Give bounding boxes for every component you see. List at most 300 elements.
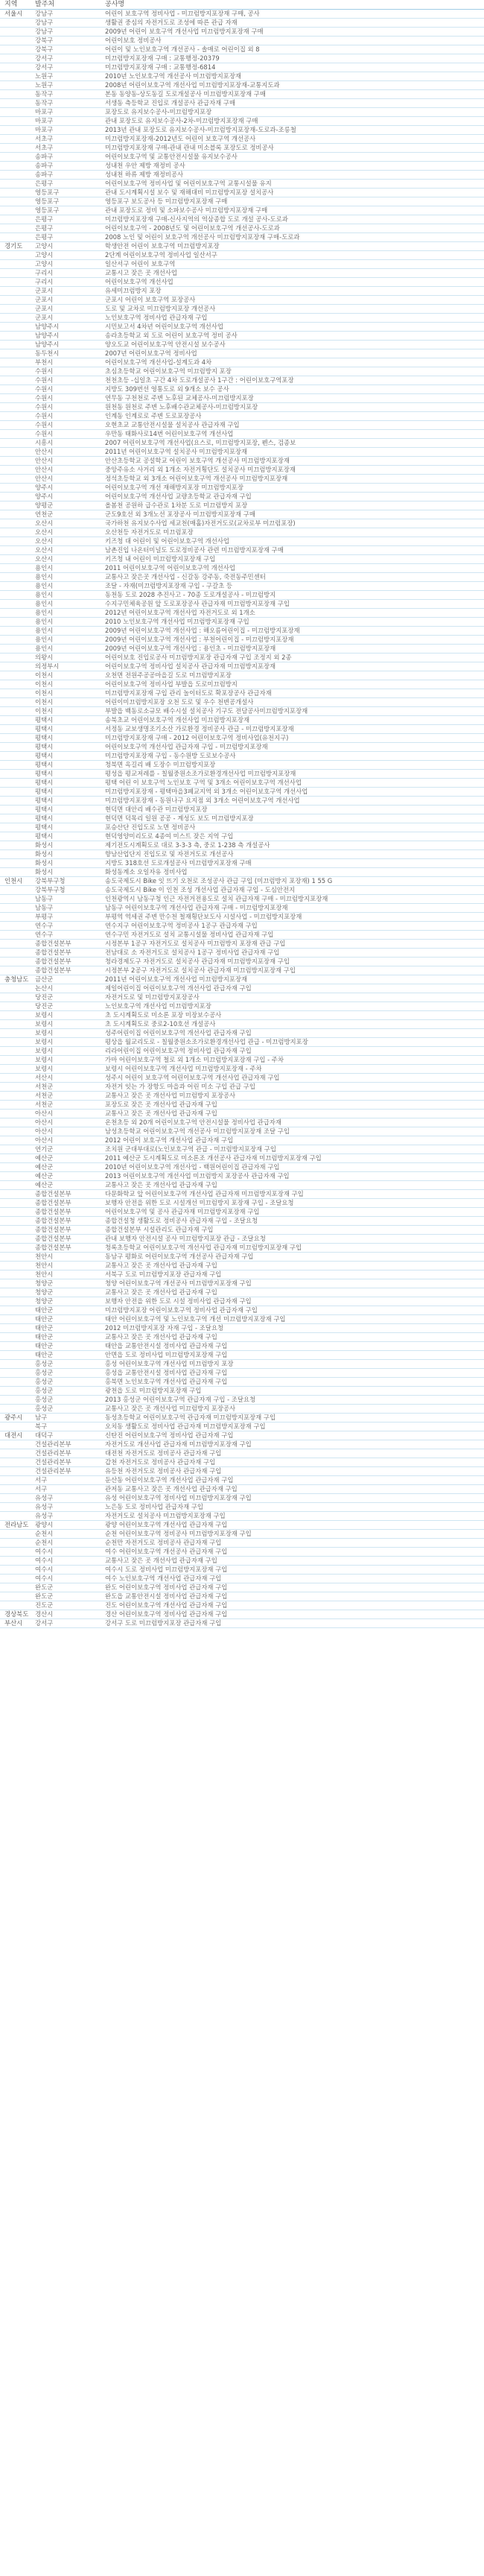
orderer-cell: 순천시 (34, 1539, 102, 1548)
table-row (0, 1020, 484, 1029)
region-cell (0, 966, 34, 975)
orderer-cell: 오산시 (34, 519, 102, 528)
orderer-cell: 태안군 (34, 1315, 102, 1324)
orderer-cell: 강북부구청 (34, 877, 102, 886)
project-name-cell: 어린이보호구역 및 공사 관급자재 미끄럼방지포장재 구입 (102, 1208, 484, 1217)
project-name-cell: 어린이보호구역 및 교통안전시설물 유지보수공사 (102, 153, 484, 162)
project-name-cell: 어린이보호구역 개선사업 (102, 278, 484, 287)
region-cell (0, 1145, 34, 1154)
project-name-cell: 평성읍 평교저레를 - 칠월중원소조가로환경개선사업 미끄럼방지포장재 (102, 770, 484, 779)
region-cell (0, 1011, 34, 1020)
project-name-cell: 생활권 중심의 자전거도로 조성에 따른 관급 자재 (102, 19, 484, 28)
table-row (0, 1226, 484, 1235)
region-cell (0, 108, 34, 117)
table-row (0, 367, 484, 376)
region-cell (0, 993, 34, 1002)
project-name-cell: 어린이 및 노인보호구역 개선공사 - 솔매로 어린이집 외 8 (102, 45, 484, 54)
orderer-cell: 광양시 (34, 1521, 102, 1530)
project-name-cell: 보령시 어린이보호구역 개선사업 미끄럼방지포장재 - 주차 (102, 1065, 484, 1074)
project-name-cell: 연수지구 어린이보호구역 정비공사 1공구 관급자재 구입 (102, 922, 484, 931)
region-cell (0, 126, 34, 135)
orderer-cell: 이천시 (34, 680, 102, 689)
region-cell (0, 868, 34, 877)
orderer-cell: 남양주시 (34, 332, 102, 341)
orderer-cell: 평택시 (34, 761, 102, 770)
table-row (0, 1351, 484, 1360)
orderer-cell: 평택시 (34, 832, 102, 841)
project-name-cell: 진도 어린이보호구역 개선사업 관급자재 구입 (102, 1601, 484, 1610)
project-name-cell: 인천광역시 남동구청 인근 자전거전용도로 설치 관급자재 구매 - 미끄럼방지포장재 (102, 895, 484, 904)
table-row (0, 761, 484, 770)
table-row (0, 72, 484, 81)
table-row (0, 1414, 484, 1423)
region-cell (0, 1190, 34, 1199)
region-cell (0, 349, 34, 358)
orderer-cell: 서천군 (34, 1083, 102, 1092)
region-cell (0, 1226, 34, 1235)
project-name-cell: 미끄럼방지포장재 구매 : 교통행정-6814 (102, 63, 484, 72)
orderer-cell: 군포시 (34, 287, 102, 296)
project-name-cell: 수지구민체육공원 앞 도로포장공사 관급자재 미끄럼방지포장재 구입 (102, 600, 484, 609)
region-cell (0, 823, 34, 832)
table-row (0, 171, 484, 180)
region-cell (0, 501, 34, 510)
region-cell: 충청남도 (0, 975, 34, 984)
region-cell (0, 296, 34, 305)
orderer-cell: 수원시 (34, 385, 102, 394)
region-cell (0, 189, 34, 197)
region-cell (0, 162, 34, 171)
orderer-cell: 오산시 (34, 555, 102, 564)
project-name-cell: 관내 포장도로 정비 및 소파보수공사 미끄럼방지포장재 구매 (102, 206, 484, 215)
orderer-cell: 연수구 (34, 922, 102, 931)
region-cell (0, 1592, 34, 1601)
table-row (0, 1029, 484, 1038)
project-name-cell: 오산천등 자전거도로 미끄럼포장 (102, 528, 484, 537)
orderer-cell: 구리시 (34, 269, 102, 278)
orderer-cell: 평택시 (34, 725, 102, 734)
region-cell (0, 1494, 34, 1503)
orderer-cell: 영등포구 (34, 206, 102, 215)
region-cell (0, 153, 34, 162)
region-cell (0, 1458, 34, 1467)
region-cell (0, 1029, 34, 1038)
table-row (0, 1181, 484, 1190)
table-row (0, 1378, 484, 1387)
orderer-cell: 고양시 (34, 251, 102, 260)
region-cell (0, 1566, 34, 1575)
table-row (0, 600, 484, 609)
project-name-cell: 어린이 보호구역 정비사업 - 미끄럼방지포장재 구매, 공사 (102, 10, 484, 19)
orderer-cell: 동작구 (34, 99, 102, 108)
orderer-cell: 강북구 (34, 45, 102, 54)
orderer-cell: 송파구 (34, 162, 102, 171)
orderer-cell: 연수구 (34, 931, 102, 940)
table-row (0, 1038, 484, 1047)
orderer-cell: 예산군 (34, 1163, 102, 1172)
orderer-cell: 시흥시 (34, 439, 102, 448)
project-name-cell: 대전천 자전거도로 정비공사 관급자재 구입 (102, 1449, 484, 1458)
orderer-cell: 보령시 (34, 1038, 102, 1047)
project-name-cell: 남촌진입 나온터미널도 도로정비공사 관련 미끄럼방지포장재 구매 (102, 546, 484, 555)
region-cell (0, 1172, 34, 1181)
table-row (0, 797, 484, 806)
project-name-cell: 안산초등학교 공설학교 어린이 보호구역 개선공사 미끄럼방지포장재 (102, 457, 484, 466)
orderer-cell: 강남구 (34, 10, 102, 19)
project-name-cell: 키즈청 내 어린이 미끄럼방지포장재 구입 (102, 555, 484, 564)
orderer-cell: 강북부구청 (34, 886, 102, 895)
project-name-cell: 송도국제도시 Bike 잇 뜨기 오천로 조성공사 관급 구입 (미끄럼방지 포장재) 1 55 G (102, 877, 484, 886)
project-name-cell: 청북면 옥길리 배 도장수 미끄럼방지포장 (102, 761, 484, 770)
region-cell (0, 850, 34, 859)
orderer-cell: 송파구 (34, 171, 102, 180)
orderer-cell: 이천시 (34, 707, 102, 716)
orderer-cell: 태안군 (34, 1324, 102, 1333)
table-row (0, 528, 484, 537)
orderer-cell: 연천군 (34, 510, 102, 519)
orderer-cell: 용인시 (34, 627, 102, 636)
project-name-cell: 관내 보행자 안전시설 공사 미끄럼방지포장 관급 - 조달요청 (102, 1235, 484, 1244)
orderer-cell: 수원시 (34, 421, 102, 430)
table-row (0, 984, 484, 993)
project-name-cell: 어린이미끄럼방지포장 오천 도로 및 우수 천변공개설사 (102, 698, 484, 707)
region-cell: 광주시 (0, 1414, 34, 1423)
region-cell: 인천시 (0, 877, 34, 886)
region-cell (0, 1092, 34, 1101)
region-cell (0, 1396, 34, 1405)
table-row (0, 627, 484, 636)
project-name-cell: 강서구 도로 미끄럼방지포장 관급자재 구입 (102, 1619, 484, 1628)
header-region: 지역 (0, 0, 34, 10)
region-cell (0, 1038, 34, 1047)
orderer-cell: 종합건설본부 (34, 1235, 102, 1244)
orderer-cell: 평택시 (34, 779, 102, 788)
project-name-cell: 2012년 어린이보호구역 개선사업 자전거도로 외 1개소 (102, 609, 484, 618)
table-row (0, 1530, 484, 1539)
project-name-cell: 초 도시계획도로 미소론 포장 미장보수공사 (102, 1011, 484, 1020)
region-cell (0, 1583, 34, 1592)
orderer-cell: 진도군 (34, 1601, 102, 1610)
orderer-cell: 서구 (34, 1485, 102, 1494)
region-cell (0, 645, 34, 654)
orderer-cell: 용인시 (34, 609, 102, 618)
region-cell (0, 707, 34, 716)
orderer-cell: 보령시 (34, 1029, 102, 1038)
orderer-cell: 은평구 (34, 215, 102, 224)
table-row (0, 314, 484, 323)
project-name-cell: 서북구 도로 미끄럼방지포장 관급자재 구입 (102, 1270, 484, 1279)
orderer-cell: 용인시 (34, 618, 102, 627)
project-name-cell: 종합건설청 생활도로 정비공사 관급자재 구입 - 조달요청 (102, 1217, 484, 1226)
orderer-cell: 여수시 (34, 1575, 102, 1583)
region-cell: 전라남도 (0, 1521, 34, 1530)
region-cell (0, 1512, 34, 1521)
table-row (0, 868, 484, 877)
table-row (0, 99, 484, 108)
orderer-cell: 강서구 (34, 54, 102, 63)
orderer-cell: 부천시 (34, 358, 102, 367)
table-row (0, 654, 484, 662)
table-row (0, 841, 484, 850)
project-name-cell: 오천면 전원주공공마을길 도로 미끄럼방지포장 (102, 671, 484, 680)
table-row (0, 904, 484, 913)
table-row (0, 81, 484, 90)
orderer-cell: 은평구 (34, 224, 102, 233)
region-cell (0, 886, 34, 895)
project-name-cell: 지방도 318호선 도로개설공사 미끄럼방지포장재 구매 (102, 859, 484, 868)
region-cell (0, 475, 34, 484)
table-row (0, 1423, 484, 1431)
region-cell (0, 332, 34, 341)
orderer-cell: 수원시 (34, 394, 102, 403)
orderer-cell: 수원시 (34, 430, 102, 439)
region-cell (0, 1324, 34, 1333)
project-name-cell: 교통사고 잦은 곳 개선사업 미끄럼방지 포장공사 (102, 1405, 484, 1414)
table-row (0, 54, 484, 63)
region-cell (0, 788, 34, 797)
project-name-cell: 평상읍 월교리도로 - 칠월중원소조가로환경개선사업 관급 - 미끄럼방지포장 (102, 1038, 484, 1047)
orderer-cell: 평택시 (34, 814, 102, 823)
header-orderer: 발주처 (34, 0, 102, 10)
orderer-cell: 순천시 (34, 1530, 102, 1539)
project-name-cell: 화성동계소 오일자유 정비사업 (102, 868, 484, 877)
region-cell (0, 770, 34, 779)
orderer-cell: 보령시 (34, 1011, 102, 1020)
project-name-cell: 영등포구 보도공사 등 미끄럼방지포장재 구매 (102, 197, 484, 206)
region-cell (0, 537, 34, 546)
table-row (0, 376, 484, 385)
project-name-cell: 현덕면 대안리 배수관 미끄럼방지포장 (102, 806, 484, 814)
table-row (0, 358, 484, 367)
orderer-cell: 천안시 (34, 1262, 102, 1270)
table-row (0, 1244, 484, 1253)
region-cell (0, 28, 34, 37)
table-row (0, 1557, 484, 1566)
project-name-cell: 어린이보호구역 개선 재해방지포장 미끄럼방지포장 (102, 484, 484, 493)
region-cell (0, 716, 34, 725)
project-name-cell: 현덕면 덕목리 일원 공공 - 계성도 보도 미끄럼방지포장 (102, 814, 484, 823)
region-cell (0, 305, 34, 314)
table-row (0, 645, 484, 654)
table-row (0, 510, 484, 519)
project-name-cell: 연무동 구천천로 주변 노후된 교체공사-미끄럼방지포장 (102, 394, 484, 403)
region-cell (0, 278, 34, 287)
region-cell (0, 1575, 34, 1583)
orderer-cell: 강서구 (34, 63, 102, 72)
project-name-cell: 도로 및 교차로 미끄럼방지포장 개선공사 (102, 305, 484, 314)
region-cell (0, 940, 34, 949)
orderer-cell: 연기군 (34, 1145, 102, 1154)
table-row (0, 1592, 484, 1601)
orderer-cell: 예산군 (34, 1154, 102, 1163)
table-row (0, 430, 484, 439)
project-name-cell: 자전거도로 개선사업 관급자재 미끄럼방지포장재 구입 (102, 1440, 484, 1449)
project-name-cell: 전남대로 소 자전거도로 설치공사 1공구 정비사업 관급자재 구입 (102, 949, 484, 958)
project-name-cell: 어린이보호구역 정비사업 부발읍 도로미끄럼방지 (102, 680, 484, 689)
table-row (0, 1467, 484, 1476)
table-row (0, 680, 484, 689)
table-row (0, 1011, 484, 1020)
orderer-cell: 아산시 (34, 1136, 102, 1145)
table-row (0, 1065, 484, 1074)
region-cell (0, 1253, 34, 1262)
table-row (0, 37, 484, 45)
project-name-cell: 가마 어린이보호구역 철로 외 1개소 미끄럼방지포장재 구입 - 주차 (102, 1056, 484, 1065)
region-cell (0, 1270, 34, 1279)
region-cell (0, 841, 34, 850)
table-row (0, 1387, 484, 1396)
orderer-cell: 의정부시 (34, 662, 102, 671)
orderer-cell: 이천시 (34, 671, 102, 680)
region-cell (0, 528, 34, 537)
project-name-cell: 조달 - 자재(미끄럼방지포장재 구입 - 구갈초 등 (102, 582, 484, 591)
project-name-cell: 2단계 어린이보호구역 정비사업 일산서구 (102, 251, 484, 260)
table-row (0, 1002, 484, 1011)
project-name-cell: 현덕영양미리도로 4종여 미스트 잦은 지역 구입 (102, 832, 484, 841)
region-cell (0, 1387, 34, 1396)
orderer-cell: 용인시 (34, 600, 102, 609)
table-row (0, 341, 484, 349)
region-cell (0, 171, 34, 180)
region-cell (0, 457, 34, 466)
table-header-row (0, 0, 484, 10)
region-cell (0, 958, 34, 966)
region-cell (0, 636, 34, 645)
orderer-cell: 평택시 (34, 797, 102, 806)
orderer-cell: 수원시 (34, 367, 102, 376)
orderer-cell: 수원시 (34, 376, 102, 385)
region-cell (0, 54, 34, 63)
table-row (0, 1056, 484, 1065)
table-row (0, 224, 484, 233)
table-row (0, 1163, 484, 1172)
table-row (0, 1601, 484, 1610)
orderer-cell: 오산시 (34, 528, 102, 537)
table-row (0, 439, 484, 448)
region-cell (0, 1369, 34, 1378)
project-name-cell: 자전거도로 및 미끄럼방지포장공사 (102, 993, 484, 1002)
orderer-cell: 화성시 (34, 859, 102, 868)
table-row (0, 859, 484, 868)
region-cell (0, 63, 34, 72)
project-name-cell: 초심초등학교 어린이보호구역 미끄럼방지 포장 (102, 367, 484, 376)
region-cell (0, 1136, 34, 1145)
project-name-cell: 완도읍 교통안전시설 정비사업 관급자재 구입 (102, 1592, 484, 1601)
region-cell (0, 734, 34, 743)
project-name-cell: 노인보호구역 개선사업 미끄럼방지포장 (102, 1002, 484, 1011)
region-cell (0, 367, 34, 376)
project-name-cell: 다문화학교 앞 어린이보호구역 개선사업 관급자재 미끄럼방지포장재 구입 (102, 1190, 484, 1199)
orderer-cell: 강남구 (34, 19, 102, 28)
orderer-cell: 영등포구 (34, 197, 102, 206)
table-row (0, 779, 484, 788)
project-name-cell: 태안읍 교통안전시설 정비사업 관급자재 구입 (102, 1342, 484, 1351)
project-name-cell: 우만동 태화사로14번 어린이보호구역 개선사업 (102, 430, 484, 439)
orderer-cell: 은평구 (34, 180, 102, 189)
table-row (0, 215, 484, 224)
project-name-cell: 미끄럼방지포장재 구매-신사지역의 역삼종합 도로 개설 공사-도로과 (102, 215, 484, 224)
region-cell (0, 984, 34, 993)
table-row (0, 636, 484, 645)
table-row (0, 189, 484, 197)
region-cell (0, 269, 34, 278)
region-cell (0, 680, 34, 689)
table-row (0, 126, 484, 135)
region-cell (0, 1485, 34, 1494)
project-name-cell: 시정본부 1공구 자전거도로 설치공사 미끄럼방지 포장재 관급 구입 (102, 940, 484, 949)
table-row (0, 421, 484, 430)
orderer-cell: 오산시 (34, 546, 102, 555)
table-row (0, 90, 484, 99)
project-name-cell: 홍성 어린이보호구역 개선사업 미끄럼방지 포장 (102, 1360, 484, 1369)
region-cell (0, 859, 34, 868)
orderer-cell: 서초구 (34, 144, 102, 153)
project-name-cell: 리라어린이집 어린이보호구역 정비사업 관급자재 구입 (102, 1047, 484, 1056)
region-cell (0, 627, 34, 636)
project-name-cell: 교통사고 잦은 곳 개선사업 관급자재 구입 (102, 1288, 484, 1297)
project-name-cell: 여수 어린이보호구역 개선공사 관급자재 구입 (102, 1548, 484, 1557)
project-name-cell: 평택 어린 이 보호구역 노인보호 구역 및 3개소 어린이보호구역 개선사업 (102, 779, 484, 788)
orderer-cell: 유성구 (34, 1512, 102, 1521)
table-row (0, 975, 484, 984)
project-name-cell: 성주시 어린이 보호구역 어린이보호구역 개선사업 관급자재 구입 (102, 1074, 484, 1083)
project-name-cell: 2010 노인보호구역 개선사업 미끄럼방지포장재 구입 (102, 618, 484, 627)
orderer-cell: 화성시 (34, 841, 102, 850)
table-row (0, 1342, 484, 1351)
table-row (0, 28, 484, 37)
table-row (0, 1172, 484, 1181)
orderer-cell: 홍성군 (34, 1360, 102, 1369)
table-row (0, 922, 484, 931)
table-row (0, 895, 484, 904)
region-cell (0, 197, 34, 206)
orderer-cell: 보령시 (34, 1056, 102, 1065)
orderer-cell: 경산시 (34, 1610, 102, 1619)
project-name-cell: 갑천 자전거도로 정비공사 관급자재 구입 (102, 1458, 484, 1467)
region-cell (0, 1539, 34, 1548)
table-row (0, 162, 484, 171)
region-cell (0, 654, 34, 662)
project-name-cell: 홍성읍 교통안전시설 정비사업 관급자재 구입 (102, 1369, 484, 1378)
region-cell (0, 582, 34, 591)
table-row (0, 197, 484, 206)
region-cell (0, 1279, 34, 1288)
project-name-cell: 유성 어린이보호구역 정비사업 미끄럼방지포장재 구입 (102, 1494, 484, 1503)
table-row (0, 1217, 484, 1226)
table-row (0, 698, 484, 707)
orderer-cell: 남양주시 (34, 341, 102, 349)
table-row (0, 671, 484, 680)
region-cell (0, 135, 34, 144)
project-name-cell: 본동 동양동-상도동길 도로개설공사 미끄럼방지포장재 구매 (102, 90, 484, 99)
table-row (0, 573, 484, 582)
project-name-cell: 오현초교 교통안전시설물 설치공사 관급자재 구입 (102, 421, 484, 430)
region-cell (0, 117, 34, 126)
region-cell (0, 376, 34, 385)
project-name-cell: 태안 어린이보호구역 및 노인보호구역 개선 미끄럼방지포장재 구입 (102, 1315, 484, 1324)
table-row (0, 1145, 484, 1154)
project-name-cell: 부평역 역세권 주변 만수천 철재횡단보도사 시설사업 - 미끄럼방지포장재 (102, 913, 484, 922)
project-name-cell: 미끄럼방지포장재 구매-관내 관내 미소블록 포장도로 정비공사 (102, 144, 484, 153)
orderer-cell: 홍성군 (34, 1387, 102, 1396)
project-name-cell: 국가하천 유지보수사업 세교천(매홀)자전거도로(교차로부 미끄럼포장) (102, 519, 484, 528)
table-row (0, 108, 484, 117)
project-name-cell: 2013년 관내 포장도로 유지보수공사-미끄럼방지포장재-도로과-조릉철 (102, 126, 484, 135)
project-name-cell: 군포시 어린이 보호구역 포장공사 (102, 296, 484, 305)
orderer-cell: 종합건설본부 (34, 1190, 102, 1199)
project-name-cell: 미끄럼방지포장 어린이보호구역 정비사업 관급자재 구입 (102, 1306, 484, 1315)
orderer-cell: 평택시 (34, 716, 102, 725)
